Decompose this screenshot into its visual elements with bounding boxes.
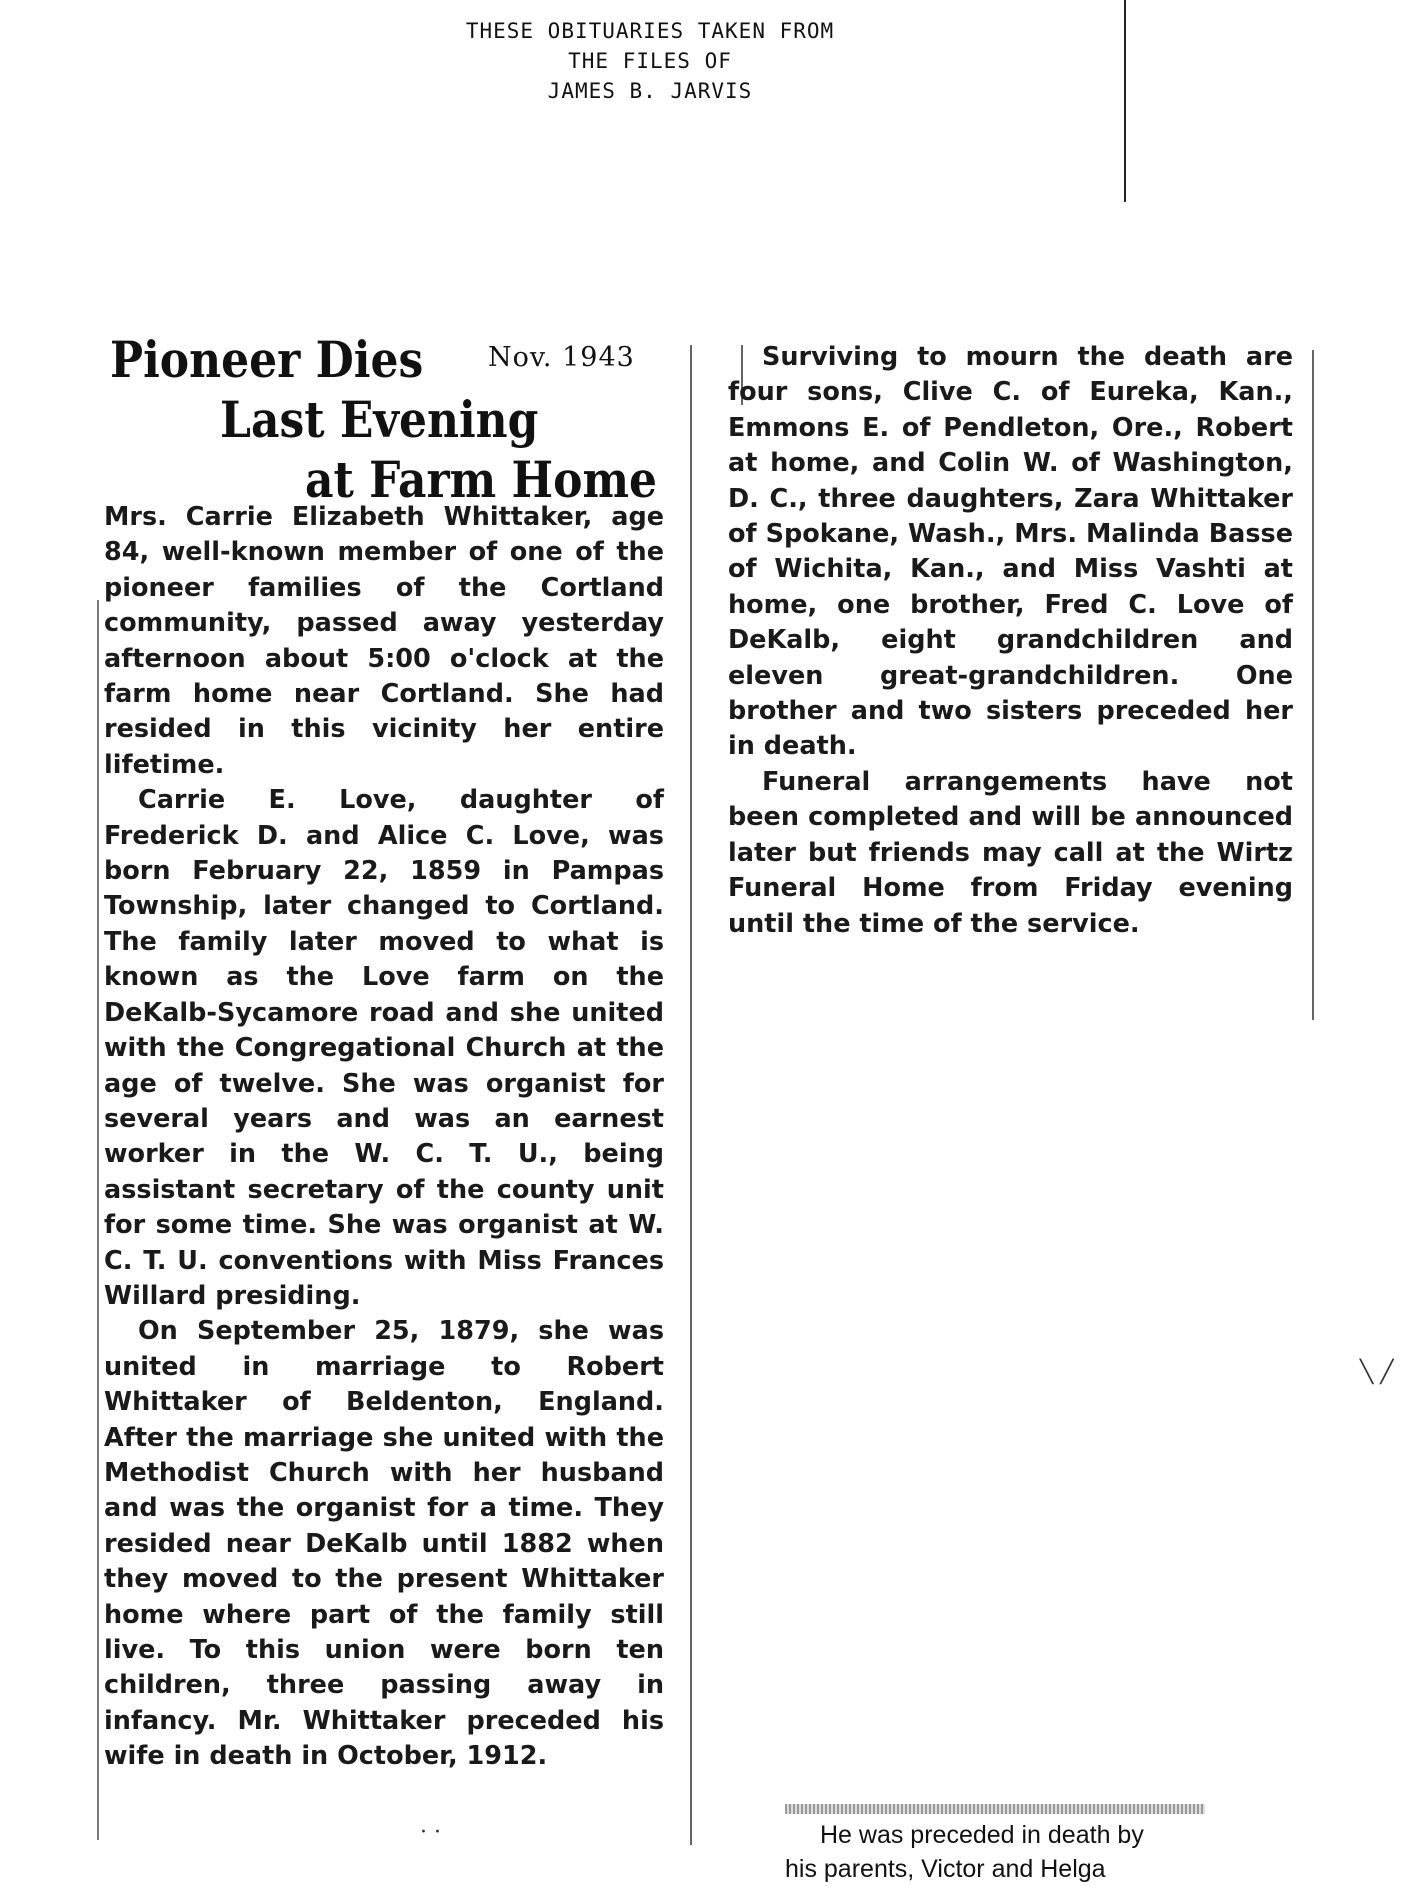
scan-speck: ╲ ╱ (1360, 1360, 1394, 1385)
paragraph-survivors: Surviving to mourn the death are four sons, Clive C. of Eureka, Kan., Emmons E. of Pendleton, Ore., Robert at home, and Colin W. of Washington, D. C., three daughters, Zara Whittaker of Spokane, Wash., Mrs. Malinda Basse of Wichita, Kan., and Miss Vashti at home, one brother, Fred C. Love of DeKalb, eight grandchildren and eleven great-grandchildren. One brother and two sisters preceded her in death. (728, 342, 1293, 762)
paragraph-marriage: On September 25, 1879, she was united in marriage to Robert Whittaker of Beldenton, England. After the marriage she united with the Methodist Church with her husband and was the organist for a time. They resided near DeKalb until 1882 when they moved to the present Whittaker home where part of the family still live. To this union were born ten children, three passing away in infancy. Mr. Whittaker preceded his wife in death in October, 1912. (104, 1316, 664, 1772)
clipping-line-1: He was preceded in death by (820, 1821, 1144, 1849)
handwritten-date: Nov. 1943 (488, 342, 635, 373)
headline-line-2: Last Evening (220, 390, 539, 449)
column-rule-middle (690, 345, 692, 1845)
paragraph-opening: Mrs. Carrie Elizabeth Whittaker, age 84, well-known member of one of the pioneer families of the Cortland community, passed away yesterday afternoon about 5:00 o'clock at the farm home near Cortland. She had resided in this vicinity her entire lifetime. (104, 502, 664, 780)
article-column-1 (104, 500, 664, 1775)
paragraph-biography: Carrie E. Love, daughter of Frederick D. and Alice C. Love, was born February 22, 1859 in Pampas Township, later changed to Cortland. The family later moved to what is known as the Love farm on the DeKalb-Sycamore road and she united with the Congregational Church at the age of twelve. She was organist for several years and was an earnest worker in the W. C. T. U., being assistant secretary of the county unit for some time. She was organist at W. C. T. U. conventions with Miss Frances Willard presiding. (104, 785, 664, 1311)
paragraph-funeral: Funeral arrangements have not been completed and will be announced later but friends may call at the Wirtz Funeral Home from Friday evening until the time of the service. (728, 766, 1293, 939)
article-column-2 (728, 340, 1293, 942)
headline-line-1: Pioneer Dies (110, 330, 424, 389)
scan-edge-line (1124, 0, 1126, 202)
clipping-line-2: his parents, Victor and Helga (785, 1855, 1106, 1883)
header-line-1: THESE OBITUARIES TAKEN FROM (465, 19, 835, 43)
headline-line-3: at Farm Home (305, 450, 658, 509)
header-line-3: JAMES B. JARVIS (547, 79, 753, 103)
scan-speck: · · (420, 1820, 441, 1845)
column-rule-right-b (1312, 350, 1314, 1020)
column-rule-left (97, 600, 99, 1840)
header-line-2: THE FILES OF (568, 49, 732, 73)
second-clipping (785, 1818, 1205, 1886)
clipping-edge (785, 1804, 1205, 1814)
archive-header (380, 16, 920, 106)
